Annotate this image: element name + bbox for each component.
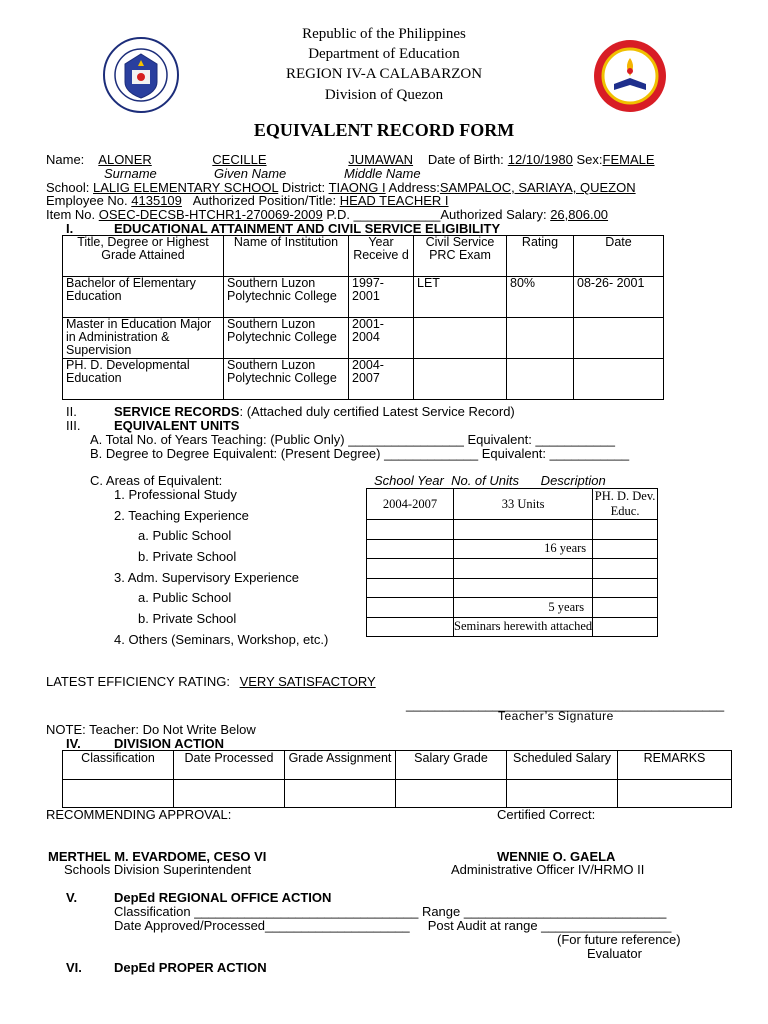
table-cell (367, 598, 454, 618)
header-cell: Salary Grade (396, 751, 507, 780)
section6-title: DepEd PROPER ACTION (114, 960, 267, 975)
areas-heading: C. Areas of Equivalent: (90, 473, 223, 488)
header-cell: Scheduled Salary (507, 751, 618, 780)
efficiency-row (46, 674, 384, 689)
table-cell: Seminars herewith attached (454, 617, 593, 637)
table-row (367, 598, 658, 618)
table-cell (593, 539, 658, 559)
table-cell (618, 780, 732, 808)
sex-value: FEMALE (602, 152, 655, 167)
table-cell (507, 318, 574, 359)
certified-correct: Certified Correct: (497, 807, 596, 822)
table-cell: 08-26- 2001 (574, 277, 664, 318)
surname-value: ALONER (98, 152, 152, 167)
area-adm-supervisory: 3. Adm. Supervisory Experience (114, 570, 299, 585)
table-header-row (63, 751, 732, 780)
table-cell: Southern Luzon Polytechnic College (224, 277, 349, 318)
area-adm-public: a. Public School (138, 590, 232, 605)
table-header-row (63, 236, 664, 277)
table-cell: Master in Education Major in Administration & Supervision (63, 318, 224, 359)
section4-number: IV. (66, 736, 81, 751)
future-reference: (For future reference) (557, 932, 681, 947)
name-row (46, 152, 655, 167)
table-cell: 1997- 2001 (349, 277, 414, 318)
section2-row (114, 404, 515, 419)
table-cell (367, 617, 454, 637)
table-cell (593, 578, 658, 598)
table-cell (63, 780, 174, 808)
salary-value: 26,806.00 (550, 207, 609, 222)
efficiency-value: VERY SATISFACTORY (239, 674, 376, 689)
pd-label: P.D. ____________ (326, 207, 441, 222)
section3-title: EQUIVALENT UNITS (114, 418, 240, 433)
area-teaching-experience: 2. Teaching Experience (114, 508, 249, 523)
table-cell: 33 Units (454, 489, 593, 520)
table-row (367, 578, 658, 598)
table-cell: 5 years (454, 598, 593, 618)
section5-number: V. (66, 890, 78, 905)
education-table (62, 235, 664, 400)
official2-title: Administrative Officer IV/HRMO II (451, 862, 645, 877)
header-cell: Rating (507, 236, 574, 277)
school-label: School: (46, 180, 90, 195)
header-republic: Republic of the Philippines (302, 26, 466, 42)
form-title: EQUIVALENT RECORD FORM (253, 120, 515, 140)
official1-title: Schools Division Superintendent (64, 862, 252, 877)
table-cell (367, 539, 454, 559)
table-row (63, 780, 732, 808)
signature-caption: Teacher’s Signature (498, 709, 614, 723)
district-label: District: (281, 180, 326, 195)
table-cell: LET (414, 277, 507, 318)
table-cell (367, 520, 454, 540)
sex-label: Sex: (576, 152, 603, 167)
areas-column-headings: School Year No. of Units Description (374, 473, 606, 488)
table-cell: Southern Luzon Polytechnic College (224, 318, 349, 359)
table-cell (285, 780, 396, 808)
total-years-line: A. Total No. of Years Teaching: (Public Only) ________________ Equivalent: ___________ (90, 432, 615, 447)
table-cell (414, 318, 507, 359)
table-cell: Bachelor of Elementary Education (63, 277, 224, 318)
official1-name: MERTHEL M. EVARDOME, CESO VI (48, 849, 267, 864)
middle-caption: Middle Name (344, 166, 421, 181)
section2-text: : (Attached duly certified Latest Service Record) (239, 404, 515, 419)
note-text: NOTE: Teacher: Do Not Write Below (46, 722, 256, 737)
table-cell (396, 780, 507, 808)
header-cell: Civil Service PRC Exam (414, 236, 507, 277)
section2-number: II. (66, 404, 77, 419)
given-name-value: CECILLE (212, 152, 267, 167)
salary-label: Authorized Salary: (440, 207, 547, 222)
address-value: SAMPALOC, SARIAYA, QUEZON (439, 180, 636, 195)
header-region: REGION IV-A CALABARZON (285, 66, 483, 82)
district-value: TIAONG I (328, 180, 386, 195)
area-adm-private: b. Private School (138, 611, 237, 626)
table-cell (367, 559, 454, 579)
table-cell: 16 years (454, 539, 593, 559)
table-cell (454, 520, 593, 540)
degree-line: B. Degree to Degree Equivalent: (Present Degree) _____________ Equivalent: ___________ (90, 446, 630, 461)
section6-number: VI. (66, 960, 82, 975)
area-others: 4. Others (Seminars, Workshop, etc.) (114, 632, 329, 647)
position-label: Authorized Position/Title: (192, 193, 337, 208)
header-department: Department of Education (308, 46, 460, 62)
recommending-approval: RECOMMENDING APPROVAL: (46, 807, 232, 822)
table-cell: 2004- 2007 (349, 359, 414, 400)
efficiency-label: LATEST EFFICIENCY RATING: (46, 674, 230, 689)
table-cell (454, 559, 593, 579)
table-row (367, 559, 658, 579)
header-cell: Grade Assignment (285, 751, 396, 780)
school-value: LALIG ELEMENTARY SCHOOL (93, 180, 279, 195)
employee-row (46, 193, 449, 208)
section5-title: DepEd REGIONAL OFFICE ACTION (114, 890, 332, 905)
table-cell (367, 578, 454, 598)
table-row (367, 489, 658, 520)
table-cell: Southern Luzon Polytechnic College (224, 359, 349, 400)
middle-name-value: JUMAWAN (348, 152, 414, 167)
header-cell: Title, Degree or Highest Grade Attained (63, 236, 224, 277)
signature-line: ____________________________________________ (406, 697, 725, 712)
table-cell (574, 359, 664, 400)
table-cell (593, 520, 658, 540)
name-label: Name: (46, 152, 85, 167)
header-cell: Date Processed (174, 751, 285, 780)
address-label: Address: (388, 180, 440, 195)
header-division: Division of Quezon (324, 87, 444, 103)
position-value: HEAD TEACHER I (339, 193, 449, 208)
table-row (63, 359, 664, 400)
item-value: OSEC-DECSB-HTCHR1-270069-2009 (98, 207, 323, 222)
header-cell: Classification (63, 751, 174, 780)
table-row (63, 318, 664, 359)
section2-title: SERVICE RECORDS (114, 404, 240, 419)
table-cell (507, 780, 618, 808)
date-approved-line: Date Approved/Processed____________________ Post Audit at range __________________ (114, 918, 672, 933)
table-cell (174, 780, 285, 808)
table-row (367, 520, 658, 540)
table-cell (574, 318, 664, 359)
area-teaching-public: a. Public School (138, 528, 232, 543)
table-row (367, 617, 658, 637)
table-cell: PH. D. Dev. Educ. (593, 489, 658, 520)
table-cell: 2004-2007 (367, 489, 454, 520)
surname-caption: Surname (104, 166, 157, 181)
employee-label: Employee No. (46, 193, 128, 208)
employee-value: 4135109 (131, 193, 182, 208)
classification-line: Classification _______________________________ Range ____________________________ (114, 904, 667, 919)
section1-number: I. (66, 221, 74, 236)
given-caption: Given Name (214, 166, 287, 181)
header-cell: REMARKS (618, 751, 732, 780)
table-row (63, 277, 664, 318)
evaluator-label: Evaluator (587, 946, 642, 961)
area-teaching-private: b. Private School (138, 549, 237, 564)
table-cell: 80% (507, 277, 574, 318)
division-action-table (62, 750, 732, 808)
header-cell: Year Receive d (349, 236, 414, 277)
table-cell (593, 598, 658, 618)
header-cell: Date (574, 236, 664, 277)
dob-value: 12/10/1980 (507, 152, 573, 167)
section4-title: DIVISION ACTION (114, 736, 225, 751)
table-cell (454, 578, 593, 598)
table-row (367, 539, 658, 559)
table-cell (414, 359, 507, 400)
dob-label: Date of Birth: (427, 152, 504, 167)
table-cell: 2001- 2004 (349, 318, 414, 359)
header-cell: Name of Institution (224, 236, 349, 277)
table-cell (593, 617, 658, 637)
table-cell (593, 559, 658, 579)
equivalent-units-table (366, 488, 658, 637)
item-row (46, 207, 608, 222)
section3-number: III. (66, 418, 81, 433)
item-label: Item No. (46, 207, 96, 222)
table-cell (507, 359, 574, 400)
official2-name: WENNIE O. GAELA (497, 849, 616, 864)
section1-title: EDUCATIONAL ATTAINMENT AND CIVIL SERVICE ELIGIBILITY (114, 221, 501, 236)
area-professional-study: 1. Professional Study (114, 487, 237, 502)
table-cell: PH. D. Developmental Education (63, 359, 224, 400)
